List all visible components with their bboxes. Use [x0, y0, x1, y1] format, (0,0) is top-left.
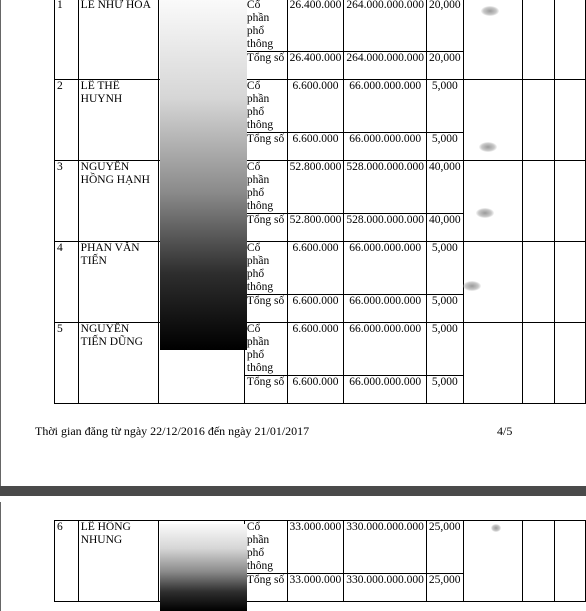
share-type: Cổ phần phổ thông	[244, 521, 287, 574]
total-quantity: 52.800.000	[287, 214, 344, 242]
share-quantity: 6.600.000	[287, 80, 344, 133]
share-percent: 5,000	[426, 80, 463, 133]
total-quantity: 26.400.000	[287, 52, 344, 80]
share-value: 264.000.000.000	[344, 0, 427, 52]
blurred-text	[463, 281, 481, 291]
row-number: 1	[55, 0, 79, 80]
share-percent: 5,000	[426, 242, 463, 295]
note-cell	[523, 80, 554, 161]
row-number: 3	[55, 161, 79, 242]
table-row	[55, 521, 586, 574]
blurred-text	[476, 208, 494, 218]
page-separator	[0, 486, 586, 496]
total-value: 66.000.000.000	[344, 376, 427, 404]
share-type: Cổ phần phổ thông	[244, 0, 287, 52]
blurred-text	[479, 142, 497, 152]
note-cell	[523, 323, 554, 404]
row-number: 4	[55, 242, 79, 323]
share-type: Cổ phần phổ thông	[244, 80, 287, 133]
document-page-5	[0, 502, 586, 611]
share-quantity: 26.400.000	[287, 0, 344, 52]
page-number: 4/5	[497, 424, 513, 438]
share-value: 66.000.000.000	[344, 323, 427, 376]
id-cell	[463, 323, 523, 404]
share-quantity: 6.600.000	[287, 323, 344, 376]
shareholder-table	[54, 0, 586, 404]
total-percent: 5,000	[426, 295, 463, 323]
share-type: Cổ phần phổ thông	[244, 242, 287, 295]
row-number: 5	[55, 323, 79, 404]
row-number: 2	[55, 80, 79, 161]
note-cell	[523, 0, 554, 80]
total-percent: 5,000	[426, 376, 463, 404]
total-quantity: 6.600.000	[287, 295, 344, 323]
share-percent: 5,000	[426, 323, 463, 376]
shareholder-name: LÊ THẾ HUYNH	[78, 80, 158, 161]
total-value: 528.000.000.000	[344, 214, 427, 242]
redaction-block	[160, 524, 247, 611]
total-value: 264.000.000.000	[344, 52, 427, 80]
table-row	[55, 80, 586, 133]
note-cell	[523, 242, 554, 323]
total-label: Tổng số	[244, 214, 287, 242]
table-row	[55, 0, 586, 52]
blurred-text	[491, 524, 501, 532]
total-percent: 25,000	[426, 574, 463, 602]
share-quantity: 52.800.000	[287, 161, 344, 214]
total-percent: 20,000	[426, 52, 463, 80]
total-label: Tổng số	[244, 52, 287, 80]
posting-period-text: Thời gian đăng từ ngày 22/12/2016 đến ngày 21/01/2017	[35, 424, 310, 438]
id-cell	[463, 521, 523, 602]
total-percent: 40,000	[426, 214, 463, 242]
blurred-text	[481, 6, 499, 16]
note-cell	[554, 80, 585, 161]
shareholder-name: NGUYỄN HỒNG HẠNH	[78, 161, 158, 242]
row-number: 6	[55, 521, 79, 602]
share-type: Cổ phần phổ thông	[244, 323, 287, 376]
note-cell	[554, 521, 585, 602]
shareholder-name: LÊ NHƯ HOA	[78, 0, 158, 80]
share-value: 66.000.000.000	[344, 242, 427, 295]
total-label: Tổng số	[244, 295, 287, 323]
share-percent: 25,000	[426, 521, 463, 574]
table-row	[55, 323, 586, 376]
note-cell	[523, 161, 554, 242]
note-cell	[554, 242, 585, 323]
shareholder-name: PHAN VĂN TIẾN	[78, 242, 158, 323]
total-quantity: 6.600.000	[287, 133, 344, 161]
total-value: 330.000.000.000	[344, 574, 427, 602]
table-row	[55, 242, 586, 295]
note-cell	[554, 323, 585, 404]
total-label: Tổng số	[244, 133, 287, 161]
total-label: Tổng số	[244, 574, 287, 602]
share-value: 66.000.000.000	[344, 80, 427, 133]
total-value: 66.000.000.000	[344, 133, 427, 161]
shareholder-table	[54, 520, 586, 602]
share-value: 330.000.000.000	[344, 521, 427, 574]
id-cell	[463, 161, 523, 242]
share-type: Cổ phần phổ thông	[244, 161, 287, 214]
share-value: 528.000.000.000	[344, 161, 427, 214]
share-percent: 20,000	[426, 0, 463, 52]
shareholder-name: NGUYỄN TIẾN DŨNG	[78, 323, 158, 404]
redaction-block	[160, 0, 247, 350]
table-row	[55, 161, 586, 214]
note-cell	[554, 161, 585, 242]
total-quantity: 33.000.000	[287, 574, 344, 602]
share-quantity: 6.600.000	[287, 242, 344, 295]
note-cell	[523, 521, 554, 602]
total-label: Tổng số	[244, 376, 287, 404]
shareholder-name: LÊ HỒNG NHUNG	[78, 521, 158, 602]
total-percent: 5,000	[426, 133, 463, 161]
note-cell	[554, 0, 585, 80]
share-quantity: 33.000.000	[287, 521, 344, 574]
share-percent: 40,000	[426, 161, 463, 214]
total-value: 66.000.000.000	[344, 295, 427, 323]
page-footer	[35, 424, 515, 439]
total-quantity: 6.600.000	[287, 376, 344, 404]
